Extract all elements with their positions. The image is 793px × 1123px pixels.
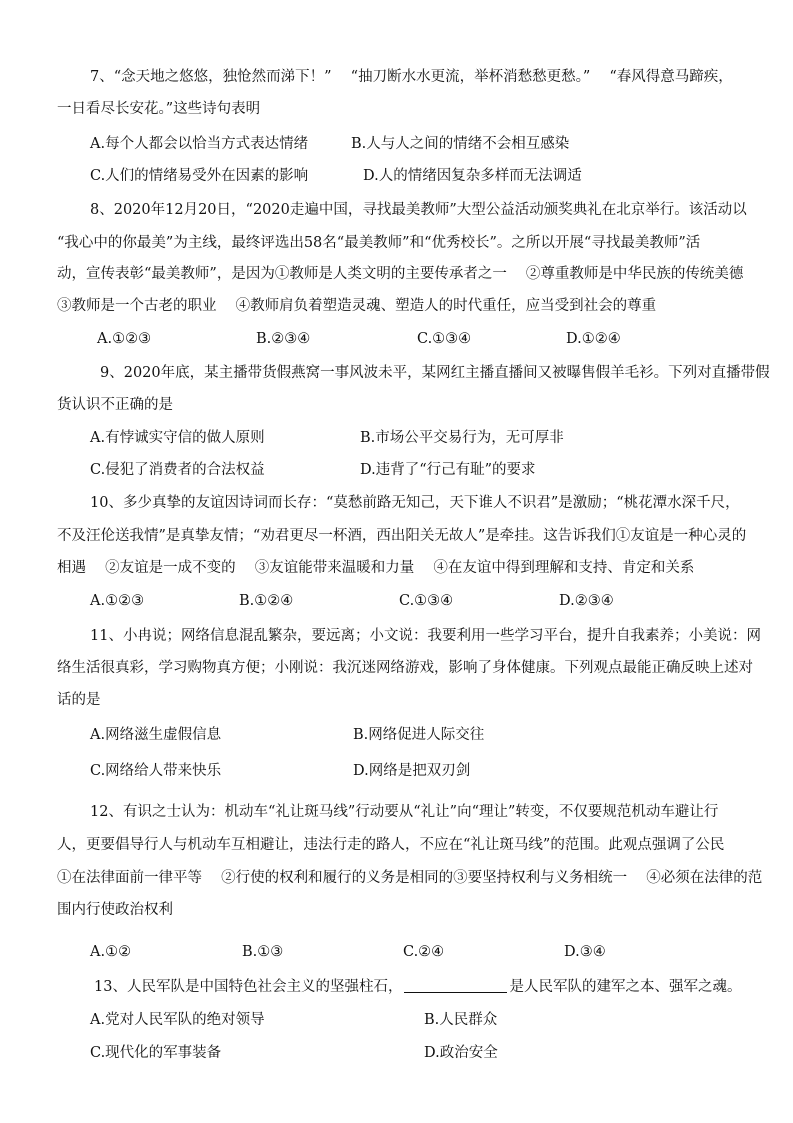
q10-option-b: B.①②④ <box>239 593 294 609</box>
q9-option-c: C.侵犯了消费者的合法权益 <box>90 462 265 478</box>
q11-option-a: A.网络滋生虚假信息 <box>90 727 222 743</box>
q8-option-a: A.①②③ <box>97 331 152 347</box>
q7-option-c: C.人们的情绪易受外在因素的影响 <box>90 168 309 184</box>
q7-option-a: A.每个人都会以恰当方式表达情绪 <box>90 136 309 152</box>
q10-stem-line-1: 10、多少真挚的友谊因诗词而长存：“莫愁前路无知己，天下谁人不识君”是激励；“桃花潭水深千尺， <box>90 495 740 511</box>
q8-option-d: D.①②④ <box>566 331 621 347</box>
q12-stem-line-2: 人，更要倡导行人与机动车互相避让，违法行走的路人，不应在“礼让斑马线”的范围。此观点强调了公民 <box>57 837 725 853</box>
q13-stem-pre: 13、人民军队是中国特色社会主义的坚强柱石， <box>94 979 403 995</box>
q7-option-b: B.人与人之间的情绪不会相互感染 <box>351 136 570 152</box>
q12-option-b: B.①③ <box>242 944 284 960</box>
q9-option-b: B.市场公平交易行为，无可厚非 <box>360 430 564 446</box>
q12-stem-line-4: 围内行使政治权利 <box>57 902 173 918</box>
q10-option-a: A.①②③ <box>90 593 145 609</box>
q12-option-c: C.②④ <box>403 944 445 960</box>
q7-option-d: D.人的情绪因复杂多样而无法调适 <box>363 168 582 184</box>
q12-stem-line-1: 12、有识之士认为：机动车“礼让斑马线”行动要从“礼让”向“理让”转变，不仅要规范机动车避让行 <box>90 804 719 820</box>
q8-stem-line-4: ③教师是一个古老的职业 ④教师肩负着塑造灵魂、塑造人的时代重任，应当受到社会的尊重 <box>57 298 657 314</box>
q13-stem-line-1 <box>94 977 745 997</box>
q12-stem-line-3: ①在法律面前一律平等 ②行使的权利和履行的义务是相同的③要坚持权利与义务相统一 ④必须在法律的范 <box>57 870 763 886</box>
q7-stem-line-1: 7、“念天地之悠悠，独怆然而涕下！” “抽刀断水水更流，举杯消愁愁更愁。” “春风得意马蹄疾， <box>90 69 733 85</box>
q11-stem-line-3: 话的是 <box>57 692 101 708</box>
q8-stem-line-1: 8、2020年12月20日，“2020走遍中国，寻找最美教师”大型公益活动颁奖典礼在北京举行。该活动以 <box>90 202 747 218</box>
q10-option-d: D.②③④ <box>559 593 614 609</box>
q11-option-d: D.网络是把双刃剑 <box>353 763 471 779</box>
q8-option-c: C.①③④ <box>417 331 472 347</box>
q8-stem-line-3: 动，宣传表彰“最美教师”，是因为①教师是人类文明的主要传承者之一 ②尊重教师是中华民族的传统美德 <box>57 266 744 282</box>
q13-option-a: A.党对人民军队的绝对领导 <box>90 1012 265 1028</box>
q13-option-b: B.人民群众 <box>424 1012 498 1028</box>
q13-stem-post: 是人民军队的建军之本、强军之魂。 <box>509 979 742 995</box>
q9-stem-line-2: 货认识不正确的是 <box>57 397 173 413</box>
q13-answer-blank[interactable] <box>404 978 507 993</box>
q10-option-c: C.①③④ <box>399 593 454 609</box>
q8-stem-line-2: “我心中的你最美”为主线，最终评选出58名“最美教师”和“优秀校长”。之所以开展“寻找最美教师”活 <box>57 235 701 251</box>
q8-option-b: B.②③④ <box>256 331 311 347</box>
q10-stem-line-3: 相遇 ②友谊是一成不变的 ③友谊能带来温暖和力量 ④在友谊中得到理解和支持、肯定和关系 <box>57 560 695 576</box>
q10-stem-line-2: 不及汪伦送我情”是真挚友情；“劝君更尽一杯酒，西出阳关无故人”是牵挂。这告诉我们①友谊是一种心灵的 <box>57 528 747 544</box>
q13-option-c: C.现代化的军事装备 <box>90 1045 222 1061</box>
q11-option-c: C.网络给人带来快乐 <box>90 763 222 779</box>
q12-option-d: D.③④ <box>564 944 606 960</box>
q9-option-d: D.违背了“行己有耻”的要求 <box>360 462 536 478</box>
q11-stem-line-1: 11、小冉说；网络信息混乱繁杂，要远离；小文说：我要利用一些学习平台，提升自我素养；小美说：网 <box>90 628 761 644</box>
q11-option-b: B.网络促进人际交往 <box>353 727 485 743</box>
q9-stem-line-1: 9、2020年底，某主播带货假燕窝一事风波未平，某网红主播直播间又被曝售假羊毛衫。下列对直播带假 <box>100 365 770 381</box>
q13-option-d: D.政治安全 <box>424 1045 498 1061</box>
q12-option-a: A.①② <box>90 944 132 960</box>
q7-stem-line-2: 一日看尽长安花。”这些诗句表明 <box>57 101 261 117</box>
q11-stem-line-2: 络生活很真彩，学习购物真方便；小刚说：我沉迷网络游戏，影响了身体健康。下列观点最能正确反映上述对 <box>57 660 753 676</box>
q9-option-a: A.有悖诚实守信的做人原则 <box>90 430 265 446</box>
